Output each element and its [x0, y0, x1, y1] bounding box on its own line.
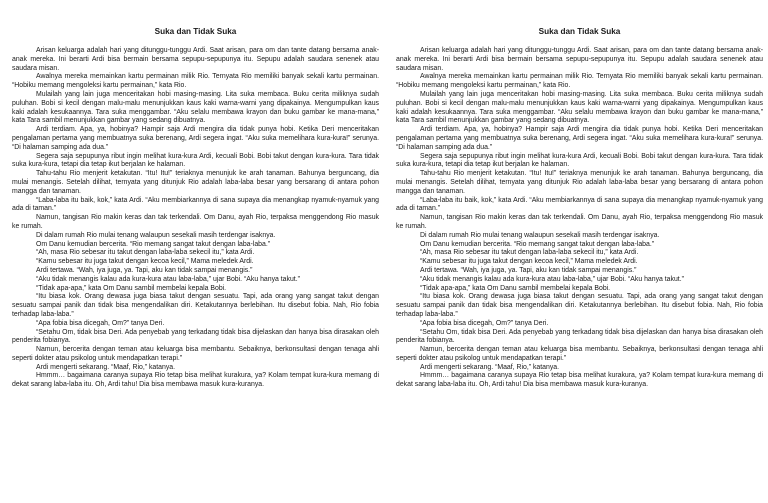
paragraph: Om Danu kemudian bercerita. “Rio memang sangat takut dengan laba-laba.”: [36, 240, 271, 248]
paragraph: Namun, tangisan Rio makin keras dan tak terkendali. Om Danu, ayah Rio, terpaksa menggendong Rio masuk ke rumah.: [396, 214, 763, 230]
paragraph: “Kamu sebesar itu juga takut dengan kecoa kecil,” Mama meledek Ardi.: [420, 258, 638, 266]
paragraph: Hmmm… bagaimana caranya supaya Rio tetap bisa melihat kurakura, ya? Kolam tempat kura-kura memang di dekat sarang laba-laba itu. Oh, Ardi tahu! Dia bisa membawa masuk kura-kuranya.: [12, 372, 379, 389]
paragraph: Mulailah yang lain juga menceritakan hobi masing-masing. Lita suka membaca. Buku cerita miliknya sudah puluhan. Bobi si kecil dengan malu-malu menunjukkan kaus kaki warna-warni yang dipakainya. Mengumpulkan kaus kaki adalah kesukaannya. Tara suka menggambar. “Aku selalu membawa krayon dan buku gambar ke mana-mana,” kata Tara sambil menunjukkan gambar yang sedang dibuatnya.: [396, 90, 763, 125]
right-page: [396, 0, 763, 503]
paragraph: Ardi mengerti sekarang. “Maaf, Rio,” katanya.: [420, 363, 560, 371]
paragraph: “Itu biasa kok. Orang dewasa juga biasa takut dengan sesuatu. Tapi, ada orang yang sangat takut dengan sesuatu sampai panik dan tidak bisa mengendalikan diri. Ketakutannya berlebihan. Itu disebut fobia. Nah, Rio fobia terhadap laba-laba.”: [12, 293, 379, 318]
paragraph: “Apa fobia bisa dicegah, Om?” tanya Deri.: [36, 319, 165, 327]
paragraph: Segera saja sepupunya ribut ingin melihat kura-kura Ardi, kecuali Bobi. Bobi takut dengan kura-kura. Tara tidak suka kura-kura, tetapi dia tetap ikut berjalan ke halaman.: [396, 152, 763, 169]
paragraph: Ardi tertawa. “Wah, iya juga, ya. Tapi, aku kan tidak sampai menangis.”: [36, 266, 253, 274]
paragraph: “Tidak apa-apa,” kata Om Danu sambil membelai kepala Bobi.: [36, 284, 227, 292]
paragraph: “Setahu Om, tidak bisa Deri. Ada penyebab yang terkadang tidak bisa dijelaskan dan hanya bisa dirasakan oleh penderita fobianya.: [396, 328, 763, 345]
paragraph: “Ah, masa Rio sebesar itu takut dengan laba-laba sekecil itu,” kata Ardi.: [36, 249, 255, 257]
paragraph: Di dalam rumah Rio mulai tenang walaupun sesekali masih terdengar isaknya.: [36, 231, 276, 239]
paragraph: Ardi tertawa. “Wah, iya juga, ya. Tapi, aku kan tidak sampai menangis.”: [420, 266, 637, 274]
paragraph: “Apa fobia bisa dicegah, Om?” tanya Deri.: [420, 319, 549, 327]
paragraph: Arisan keluarga adalah hari yang ditunggu-tunggu Ardi. Saat arisan, para om dan tante datang bersama anak-anak mereka. Ini berarti Ardi bisa bermain bersama sepupu-sepupunya itu. Sepupu adalah saudara senenek atau saudara misan.: [12, 47, 379, 72]
paragraph: Di dalam rumah Rio mulai tenang walaupun sesekali masih terdengar isaknya.: [420, 231, 660, 239]
page-title: Suka dan Tidak Suka: [538, 27, 621, 36]
paragraph: “Laba-laba itu baik, kok,” kata Ardi. “Aku membiarkannya di sana supaya dia menangkap nyamuk-nyamuk yang ada di taman.”: [396, 196, 763, 213]
paragraph: Awalnya mereka memainkan kartu permainan milik Rio. Ternyata Rio memiliki banyak sekali kartu permainan. “Hobiku memang mengoleksi kartu permainan,” kata Rio.: [12, 73, 379, 90]
paragraph: “Kamu sebesar itu juga takut dengan kecoa kecil,” Mama meledek Ardi.: [36, 258, 254, 266]
page-title: Suka dan Tidak Suka: [154, 27, 237, 36]
paragraph: Tahu-tahu Rio menjerit ketakutan. “Itu! Itu!” teriaknya menunjuk ke arah tanaman. Bahunya berguncang, dia mulai menangis. Setelah dilihat, ternyata yang ditunjuk Rio adalah laba-laba besar yang bersarang di antara pohon mangga dan tanaman.: [396, 170, 763, 195]
paragraph: Hmmm… bagaimana caranya supaya Rio tetap bisa melihat kurakura, ya? Kolam tempat kura-kura memang di dekat sarang laba-laba itu. Oh, Ardi tahu! Dia bisa membawa masuk kura-kuranya.: [396, 372, 763, 389]
paragraph: “Aku tidak menangis kalau ada kura-kura atau laba-laba,” ujar Bobi. “Aku hanya takut.”: [420, 275, 684, 283]
paragraph: Ardi terdiam. Apa, ya, hobinya? Hampir saja Ardi mengira dia tidak punya hobi. Ketika Deri menceritakan pengalaman pertama yang membuatnya suka berenang, Ardi segera ingat. “Aku suka memelihara kura-kura!” serunya. “Di halaman samping ada dua.”: [396, 126, 763, 151]
paragraph: Segera saja sepupunya ribut ingin melihat kura-kura Ardi, kecuali Bobi. Bobi takut dengan kura-kura. Tara tidak suka kura-kura, tetapi dia tetap ikut berjalan ke halaman.: [12, 152, 379, 169]
paragraph: “Aku tidak menangis kalau ada kura-kura atau laba-laba,” ujar Bobi. “Aku hanya takut.”: [36, 275, 300, 283]
paragraph: Arisan keluarga adalah hari yang ditunggu-tunggu Ardi. Saat arisan, para om dan tante datang bersama anak-anak mereka. Ini berarti Ardi bisa bermain bersama sepupu-sepupunya itu. Sepupu adalah saudara senenek atau saudara misan.: [396, 47, 763, 72]
paragraph: Namun, bercerita dengan teman atau keluarga bisa membantu. Sebaiknya, berkonsultasi dengan tenaga ahli seperti dokter atau psikolog untuk mendapatkan terapi.”: [396, 346, 763, 362]
paragraph: “Laba-laba itu baik, kok,” kata Ardi. “Aku membiarkannya di sana supaya dia menangkap nyamuk-nyamuk yang ada di taman.”: [12, 196, 379, 213]
paragraph: Tahu-tahu Rio menjerit ketakutan. “Itu! Itu!” teriaknya menunjuk ke arah tanaman. Bahunya berguncang, dia mulai menangis. Setelah dilihat, ternyata yang ditunjuk Rio adalah laba-laba besar yang bersarang di antara pohon mangga dan tanaman.: [12, 170, 379, 195]
paragraph: Awalnya mereka memainkan kartu permainan milik Rio. Ternyata Rio memiliki banyak sekali kartu permainan. “Hobiku memang mengoleksi kartu permainan,” kata Rio.: [396, 73, 763, 90]
paragraph: Namun, bercerita dengan teman atau keluarga bisa membantu. Sebaiknya, berkonsultasi dengan tenaga ahli seperti dokter atau psikolog untuk mendapatkan terapi.”: [12, 346, 379, 362]
paragraph: Ardi mengerti sekarang. “Maaf, Rio,” katanya.: [36, 363, 176, 371]
paragraph: “Setahu Om, tidak bisa Deri. Ada penyebab yang terkadang tidak bisa dijelaskan dan hanya bisa dirasakan oleh penderita fobianya.: [12, 328, 379, 345]
paragraph: “Tidak apa-apa,” kata Om Danu sambil membelai kepala Bobi.: [420, 284, 611, 292]
left-page: [12, 0, 379, 503]
paragraph: “Ah, masa Rio sebesar itu takut dengan laba-laba sekecil itu,” kata Ardi.: [420, 249, 639, 257]
paragraph: Om Danu kemudian bercerita. “Rio memang sangat takut dengan laba-laba.”: [420, 240, 655, 248]
paragraph: Ardi terdiam. Apa, ya, hobinya? Hampir saja Ardi mengira dia tidak punya hobi. Ketika Deri menceritakan pengalaman pertama yang membuatnya suka berenang, Ardi segera ingat. “Aku suka memelihara kura-kura!” serunya. “Di halaman samping ada dua.”: [12, 126, 379, 151]
paragraph: Mulailah yang lain juga menceritakan hobi masing-masing. Lita suka membaca. Buku cerita miliknya sudah puluhan. Bobi si kecil dengan malu-malu menunjukkan kaus kaki warna-warni yang dipakainya. Mengumpulkan kaus kaki adalah kesukaannya. Tara suka menggambar. “Aku selalu membawa krayon dan buku gambar ke mana-mana,” kata Tara sambil menunjukkan gambar yang sedang dibuatnya.: [12, 90, 379, 125]
paragraph: Namun, tangisan Rio makin keras dan tak terkendali. Om Danu, ayah Rio, terpaksa menggendong Rio masuk ke rumah.: [12, 214, 379, 230]
paragraph: “Itu biasa kok. Orang dewasa juga biasa takut dengan sesuatu. Tapi, ada orang yang sangat takut dengan sesuatu sampai panik dan tidak bisa mengendalikan diri. Ketakutannya berlebihan. Itu disebut fobia. Nah, Rio fobia terhadap laba-laba.”: [396, 293, 763, 318]
